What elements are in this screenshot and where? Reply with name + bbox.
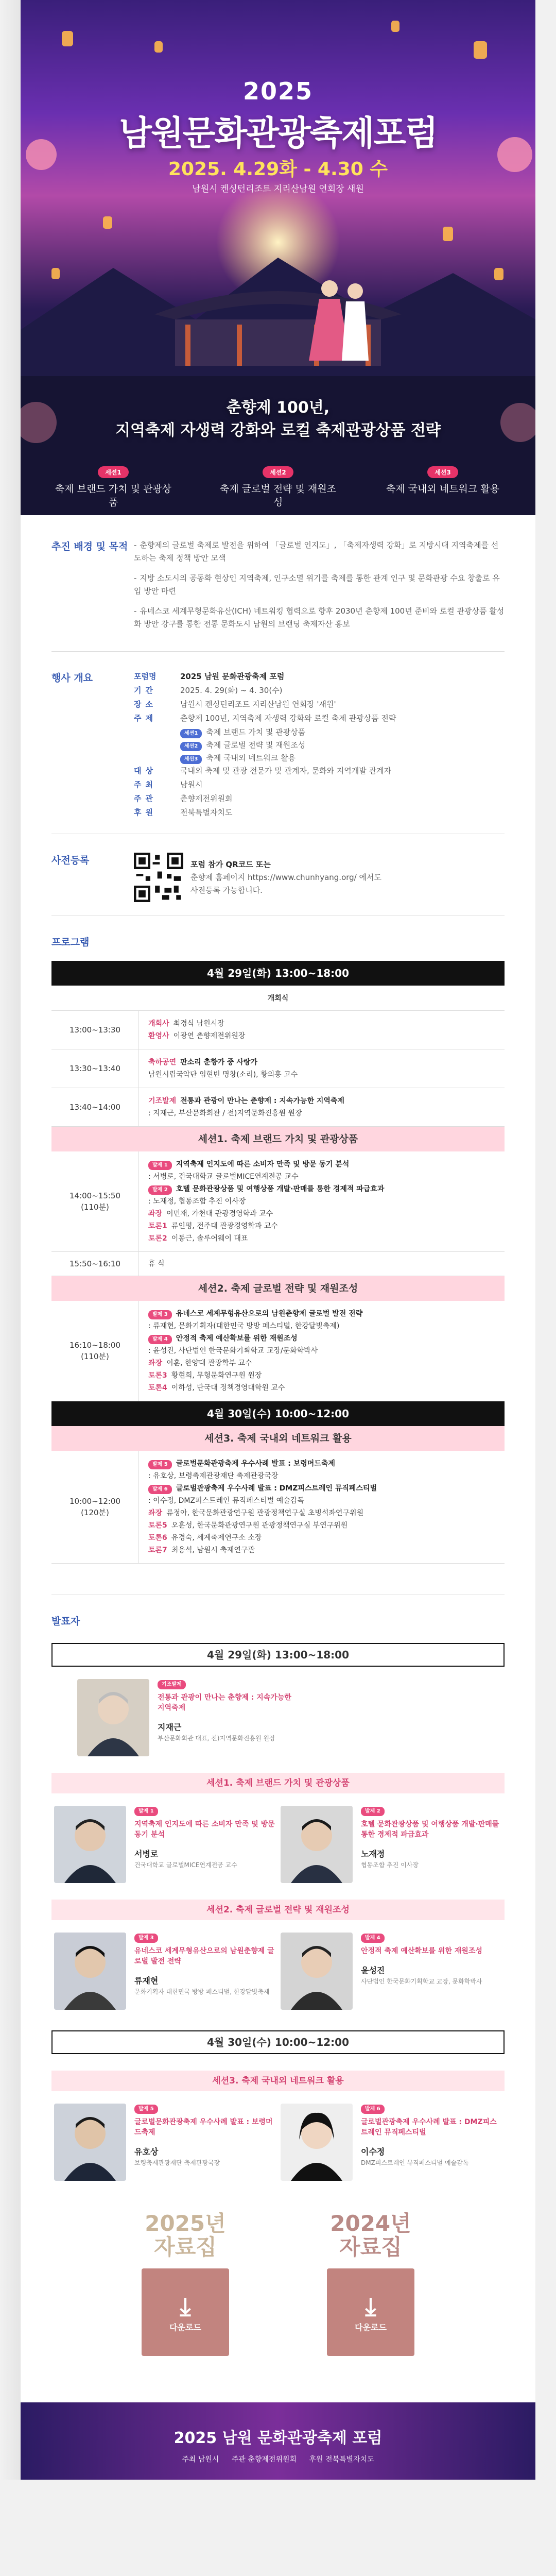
row-content (139, 1252, 505, 1276)
overview-row (134, 778, 505, 791)
purpose-heading: 추진 배경 및 목적 (51, 541, 128, 552)
overview-heading: 행사 개요 (51, 672, 93, 684)
keynote-row (51, 1679, 505, 1756)
row-item (148, 1208, 495, 1219)
overview-value: 2025. 4. 29(화) ~ 4. 30(수) (180, 686, 283, 695)
speakers-session-2: 세션2. 축제 글로벌 전략 및 재원조성 (51, 1900, 505, 1920)
download-title: 자료집 (154, 2234, 217, 2260)
download-year: 2024년 (330, 2211, 411, 2236)
speaker-tag: 발제 3 (134, 1934, 158, 1943)
page-edge-shadow (0, 0, 21, 2480)
speaker-info (126, 2104, 275, 2167)
category-text: 축제 글로벌 전략 및 재원조성 (219, 483, 337, 508)
item-text: 글로벌관광축제 우수사례 발표 : DMZ피스트레인 뮤직페스티벌 (176, 1484, 377, 1493)
duration: (110분) (81, 1202, 109, 1212)
speaker-name: 이수정 (361, 2147, 385, 2157)
hero-venue: 남원시 켄싱턴리조트 지리산남원 연회장 새원 (192, 184, 364, 194)
session-badge: 세션2 (180, 742, 202, 751)
row-item (148, 1382, 495, 1394)
row-item (148, 1171, 495, 1182)
avatar (281, 2104, 353, 2181)
register-line-3: 사전등록 가능합니다. (190, 885, 263, 895)
download-label: 다운로드 (355, 2322, 387, 2332)
overview-session (180, 752, 505, 765)
download-card-2025 (118, 2212, 252, 2356)
row-time (51, 1451, 139, 1563)
download-card-2024 (304, 2212, 438, 2356)
duration: (110분) (81, 1352, 109, 1361)
overview-value: 춘향제전위원회 (180, 794, 233, 803)
time-range: 10:00~12:00 (69, 1497, 121, 1506)
speaker-tag: 기조발제 (158, 1680, 186, 1689)
item-label: 축하공연 (148, 1058, 177, 1066)
overview-row (134, 792, 505, 805)
category-text: 축제 브랜드 가치 및 관광상품 (55, 483, 172, 508)
row-content (139, 1088, 505, 1126)
footer-org-organizer: 주관 춘향제전위원회 (231, 2455, 297, 2464)
speaker-topic: 유네스코 세계무형유산으로의 남원춘향제 글로벌 발전 전략 (134, 1947, 274, 1965)
overview-row (134, 806, 505, 819)
register-heading: 사전등록 (51, 855, 90, 866)
speaker-info (353, 2104, 502, 2167)
purpose-bullet: - 지방 소도시의 공동화 현상인 지역축제, 인구소멸 위기를 축제를 통한 관계 인구 및 문화관광 수요 창출로 유입 방안 마련 (134, 572, 505, 598)
table-row (51, 1451, 505, 1564)
item-text: 남원시립국악단 임현빈 명창(소리), 황의홍 고수 (148, 1071, 298, 1079)
speaker-affiliation: 부산문화회관 대표, 전)지역문화진흥원 원장 (158, 1735, 275, 1742)
item-text: 유네스코 세계무형유산으로의 남원춘향제 글로벌 발전 전략 (176, 1310, 363, 1318)
row-item (148, 1507, 495, 1519)
speakers-day-1: 4월 29일(화) 13:00~18:00 (51, 1643, 505, 1667)
qr-code-icon[interactable] (134, 853, 183, 902)
hero-category (216, 466, 340, 509)
item-text: 지역축제 인지도에 따른 소비자 만족 및 방문 동기 분석 (176, 1160, 350, 1168)
row-item (148, 1018, 495, 1029)
speakers-session-3: 세션3. 축제 국내외 네트워크 활용 (51, 2071, 505, 2091)
hero-subtitle (21, 397, 535, 442)
row-item (148, 1320, 495, 1332)
speaker-tag: 발제 4 (361, 1934, 385, 1943)
register-line-2[interactable]: 춘향제 홈페이지 https://www.chunhyang.org/ 에서도 (190, 872, 381, 882)
overview-value: 국내외 축제 및 관광 전문가 및 관계자, 문화와 지역개발 관계자 (180, 766, 391, 775)
purpose-section (21, 515, 535, 638)
speaker-topic: 안정적 축제 예산확보를 위한 재원조성 (361, 1947, 482, 1955)
speaker-topic: 호텔 문화관광상품 및 여행상품 개발·판매를 통한 경제적 파급효과 (361, 1820, 499, 1839)
item-text: : 윤성진, 사단법인 한국문화기획학교 교장/문화학박사 (148, 1347, 318, 1355)
speaker-card (281, 1933, 502, 2010)
session-badge: 세션3 (180, 755, 202, 764)
register-body (134, 853, 505, 902)
overview-key: 포럼명 (134, 672, 157, 681)
speaker-card (54, 1933, 275, 2010)
item-text: : 유호상, 보령축제관광재단 축제관광국장 (148, 1472, 279, 1480)
item-label: 토론4 (148, 1384, 167, 1392)
overview-row (134, 670, 505, 683)
avatar (54, 1933, 126, 2010)
row-item (148, 1095, 495, 1107)
speakers-heading-row (21, 1595, 535, 1628)
item-text: 이훈, 한양대 관광학부 교수 (166, 1359, 252, 1367)
hero-title: 남원문화관광축제포럼 (119, 113, 437, 153)
item-text: : 서병로, 건국대학교 글로벌MICE연계전공 교수 (148, 1173, 299, 1181)
speaker-tag: 발제 1 (134, 1807, 158, 1816)
speaker-tag: 발제 6 (361, 2105, 385, 2114)
item-text: 이민재, 가천대 관광경영학과 교수 (166, 1210, 273, 1218)
row-time: 13:00~13:30 (51, 1011, 139, 1049)
footer-org-sponsor: 후원 전북특별자치도 (309, 2455, 374, 2464)
item-tag: 발제 5 (148, 1460, 172, 1469)
row-content (139, 1049, 505, 1088)
item-tag: 발제 2 (148, 1185, 172, 1195)
row-item (148, 1495, 495, 1506)
program-table (21, 961, 535, 1564)
row-item (148, 1196, 495, 1207)
row-item (148, 1358, 495, 1369)
hero-banner (21, 0, 535, 515)
session-text: 축제 국내외 네트워크 활용 (206, 753, 296, 762)
overview-body (134, 670, 505, 820)
item-text: : 노재정, 협동조합 추진 이사장 (148, 1197, 246, 1206)
item-text: 황현희, 무형문화연구원 원장 (171, 1371, 262, 1380)
hero-subtitle-line-1: 춘향제 100년, (226, 399, 330, 417)
session-badge: 세션1 (180, 729, 202, 738)
item-text: 유경숙, 세계축제연구소 소장 (171, 1534, 262, 1542)
item-label: 좌장 (148, 1210, 163, 1218)
duration: (120분) (81, 1508, 109, 1517)
row-item (148, 1545, 495, 1556)
avatar (54, 2104, 126, 2181)
item-text: : 지재근, 부산문화회관 / 전)지역문화진흥원 원장 (148, 1109, 302, 1117)
row-time: 15:50~16:10 (51, 1252, 139, 1276)
purpose-bullet: - 춘향제의 글로벌 축제로 발전을 위하여 「글로벌 인지도」, 「축제자생력 강화」로 지방시대 지역축제를 선도하는 축제 정책 방안 모색 (134, 539, 505, 565)
time-range: 14:00~15:50 (69, 1191, 121, 1200)
footer-org-host: 주최 남원시 (182, 2455, 219, 2464)
row-item (148, 1520, 495, 1531)
item-label: 개회사 (148, 1020, 169, 1028)
speaker-topic: 전통과 관광이 만나는 춘향제 : 지속가능한 지역축제 (158, 1693, 291, 1712)
row-time (51, 1151, 139, 1251)
hero-category (381, 466, 505, 509)
overview-key: 장소 (134, 700, 157, 709)
register-section (21, 834, 535, 902)
speaker-tag: 발제 5 (134, 2105, 158, 2114)
hero-session-categories (51, 466, 505, 509)
item-label: 좌장 (148, 1359, 163, 1367)
item-text: 이하성, 단국대 정책경영대학원 교수 (171, 1384, 285, 1392)
overview-sessions (134, 726, 505, 765)
row-item (148, 1183, 495, 1195)
speakers-day-2: 4월 30일(수) 10:00~12:00 (51, 2030, 505, 2054)
item-label: 환영사 (148, 1032, 169, 1040)
row-item (148, 1483, 495, 1494)
row-item (148, 1470, 495, 1482)
speaker-affiliation: 문화기획자 대한민국 방방 페스티벌, 한강달빛축제 (134, 1988, 270, 1995)
row-time (51, 1301, 139, 1401)
item-text: 류인평, 전주대 관광경영학과 교수 (171, 1222, 278, 1230)
table-row (51, 1301, 505, 1401)
speakers-row (51, 1806, 505, 1883)
overview-value: 남원시 (180, 780, 203, 789)
purpose-bullet: - 유네스코 세계무형문화유산(ICH) 네트워킹 협력으로 향후 2030년 춘향제 100년 준비와 로컬 관광상품 활성화 방안 강구를 통한 전통 문화도시 남원의 브랜딩 축제자산 홍보 (134, 605, 505, 631)
hero-date: 2025. 4.29화 - 4.30 수 (168, 159, 388, 180)
avatar (54, 1806, 126, 1883)
item-text: 호텔 문화관광상품 및 여행상품 개발·판매를 통한 경제적 파급효과 (176, 1185, 385, 1193)
overview-row (134, 684, 505, 697)
page (21, 0, 535, 2480)
speaker-name: 유호상 (134, 2147, 159, 2157)
item-label: 토론1 (148, 1222, 167, 1230)
item-label: 토론5 (148, 1521, 167, 1530)
overview-session (180, 726, 505, 739)
download-title: 자료집 (339, 2234, 402, 2260)
footer-title: 2025 남원 문화관광축제 포럼 (173, 2429, 383, 2447)
item-text: 최용석, 남원시 축제연구관 (171, 1546, 255, 1554)
item-text: 안정적 축제 예산확보를 위한 재원조성 (176, 1334, 298, 1343)
overview-session (180, 739, 505, 752)
speaker-name: 윤성진 (361, 1965, 385, 1975)
item-label: 기조발제 (148, 1097, 177, 1105)
speaker-topic: 글로벌문화관광축제 우수사례 발표 : 보령머드축제 (134, 2118, 273, 2137)
overview-key: 주최 (134, 780, 157, 789)
category-badge: 세션1 (98, 466, 129, 478)
overview-value: 남원시 켄싱턴리조트 지리산남원 연회장 '새원' (180, 700, 336, 709)
speaker-card (281, 2104, 502, 2181)
item-text: 글로벌문화관광축제 우수사례 발표 : 보령머드축제 (176, 1460, 335, 1468)
program-day-1: 4월 29일(화) 13:00~18:00 (51, 961, 505, 986)
speaker-info (149, 1679, 299, 1743)
speaker-affiliation: 건국대학교 글로벌MICE연계전공 교수 (134, 1861, 237, 1869)
hero-year: 2025 (242, 77, 314, 105)
speaker-info (126, 1933, 275, 1996)
speakers-row (51, 2104, 505, 2181)
speaker-card (54, 1806, 275, 1883)
item-tag: 발제 4 (148, 1335, 172, 1344)
speaker-name: 노재정 (361, 1849, 385, 1859)
speaker-affiliation: 사단법인 한국문화기획학교 교장, 문화학박사 (361, 1978, 482, 1985)
row-item (148, 1532, 495, 1544)
session-3-bar: 세션3. 축제 국내외 네트워크 활용 (51, 1426, 505, 1451)
row-item (148, 1333, 495, 1344)
row-time: 13:30~13:40 (51, 1049, 139, 1088)
speaker-card (54, 2104, 275, 2181)
item-text: 전통과 관광이 만나는 춘향제 : 지속가능한 지역축제 (180, 1097, 344, 1105)
overview-key: 후원 (134, 808, 157, 817)
program-heading: 프로그램 (51, 937, 90, 948)
item-text: 류정아, 한국문화관광연구원 관광정책연구실 초빙석좌연구위원 (166, 1509, 364, 1517)
opening-heading: 개회식 (51, 986, 505, 1011)
overview-value: 2025 남원 문화관광축제 포럼 (180, 672, 285, 681)
speakers-section (21, 1643, 535, 2181)
speakers-heading: 발표자 (51, 1616, 80, 1627)
row-content (139, 1301, 505, 1401)
speaker-topic: 지역축제 인지도에 따른 소비자 만족 및 방문 동기 분석 (134, 1820, 275, 1839)
speaker-info (353, 1806, 502, 1870)
hero-category (51, 466, 175, 509)
row-item (148, 1345, 495, 1357)
row-item (148, 1308, 495, 1319)
item-label: 좌장 (148, 1509, 163, 1517)
table-row (51, 1151, 505, 1252)
purpose-body (134, 539, 505, 638)
overview-row (134, 698, 505, 711)
row-item (148, 1458, 495, 1469)
download-label: 다운로드 (169, 2322, 201, 2332)
table-row (51, 1252, 505, 1276)
speaker-name: 류재현 (134, 1976, 159, 1986)
item-text: 오훈성, 한국문화관광연구원 관광정책연구실 부연구위원 (171, 1521, 348, 1530)
item-label: 토론2 (148, 1234, 167, 1243)
break-text: 휴 식 (148, 1260, 165, 1268)
speaker-topic: 글로벌관광축제 우수사례 발표 : DMZ피스트레인 뮤직페스티벌 (361, 2118, 497, 2137)
row-item (148, 1159, 495, 1170)
downloads-section (21, 2181, 535, 2356)
item-tag: 발제 1 (148, 1161, 172, 1170)
overview-key: 주관 (134, 794, 157, 803)
speaker-card (77, 1679, 299, 1756)
item-label: 토론6 (148, 1534, 167, 1542)
row-item (148, 1370, 495, 1381)
speaker-card (281, 1806, 502, 1883)
overview-section (21, 652, 535, 820)
row-item (148, 1221, 495, 1232)
item-text: 이동근, 솔루어웨이 대표 (171, 1234, 248, 1243)
speaker-info (126, 1806, 275, 1870)
row-content (139, 1451, 505, 1563)
download-button-2024[interactable] (327, 2268, 414, 2356)
time-range: 16:10~18:00 (69, 1341, 121, 1350)
row-item (148, 1069, 495, 1080)
category-badge: 세션3 (427, 466, 458, 478)
session-2-bar: 세션2. 축제 글로벌 전략 및 재원조성 (51, 1276, 505, 1301)
item-text: : 류재현, 문화기획자(대한민국 방방 페스티벌, 한강달빛축제) (148, 1322, 340, 1330)
overview-key: 대상 (134, 766, 157, 775)
footer-orgs (21, 2454, 535, 2464)
overview-value: 전북특별자치도 (180, 808, 233, 817)
hero-subtitle-line-2: 지역축제 자생력 강화와 로컬 축제관광상품 전략 (115, 421, 441, 439)
program-day-2: 4월 30일(수) 10:00~12:00 (51, 1401, 505, 1426)
overview-row (134, 712, 505, 725)
row-time: 13:40~14:00 (51, 1088, 139, 1126)
row-item (148, 1030, 495, 1042)
speaker-tag: 발제 2 (361, 1807, 385, 1816)
speaker-affiliation: 보령축제관광재단 축제관광국장 (134, 2159, 220, 2166)
speaker-name: 서병로 (134, 1849, 159, 1859)
table-row (51, 1088, 505, 1127)
row-item (148, 1108, 495, 1119)
item-tag: 발제 3 (148, 1310, 172, 1319)
row-item (148, 1233, 495, 1244)
avatar (281, 1806, 353, 1883)
table-row (51, 1011, 505, 1049)
speaker-affiliation: 협동조합 추진 이사장 (361, 1861, 419, 1869)
row-content (139, 1151, 505, 1251)
item-text: : 이수정, DMZ피스트레인 뮤직페스티벌 예술감독 (148, 1497, 304, 1505)
item-text: 이광연 춘향제전위원장 (173, 1032, 246, 1040)
row-item (148, 1057, 495, 1068)
session-1-bar: 세션1. 축제 브랜드 가치 및 관광상품 (51, 1127, 505, 1151)
overview-value: 춘향제 100년, 지역축제 자생력 강화와 로컬 축제 관광상품 전략 (180, 714, 396, 723)
avatar (77, 1679, 149, 1756)
speakers-session-1: 세션1. 축제 브랜드 가치 및 관광상품 (51, 1773, 505, 1793)
category-badge: 세션2 (263, 466, 293, 478)
session-text: 축제 브랜드 가치 및 관광상품 (206, 727, 306, 737)
avatar (281, 1933, 353, 2010)
overview-row (134, 765, 505, 777)
item-label: 토론7 (148, 1546, 167, 1554)
register-text (190, 858, 381, 897)
item-text: 최경식 남원시장 (173, 1020, 224, 1028)
register-line-1: 포럼 참가 QR코드 또는 (190, 859, 271, 869)
item-label: 토론3 (148, 1371, 167, 1380)
table-row (51, 1049, 505, 1088)
speaker-name: 지재근 (158, 1722, 182, 1732)
program-heading-row (21, 916, 535, 961)
session-text: 축제 글로벌 전략 및 재원조성 (206, 740, 306, 750)
download-year: 2025년 (145, 2211, 226, 2236)
row-content (139, 1011, 505, 1049)
item-tag: 발제 6 (148, 1485, 172, 1494)
download-icon: ⤓ (365, 2292, 376, 2321)
download-icon: ⤓ (180, 2292, 191, 2321)
overview-key: 기간 (134, 686, 157, 695)
speaker-info (353, 1933, 482, 1986)
download-button-2025[interactable] (142, 2268, 229, 2356)
overview-key: 주제 (134, 714, 157, 723)
item-text: 판소리 춘향가 중 사랑가 (180, 1058, 257, 1066)
speakers-row (51, 1933, 505, 2010)
category-text: 축제 국내외 네트워크 활용 (386, 483, 499, 495)
footer (21, 2402, 535, 2480)
speaker-affiliation: DMZ피스트레인 뮤직페스티벌 예술감독 (361, 2159, 469, 2166)
